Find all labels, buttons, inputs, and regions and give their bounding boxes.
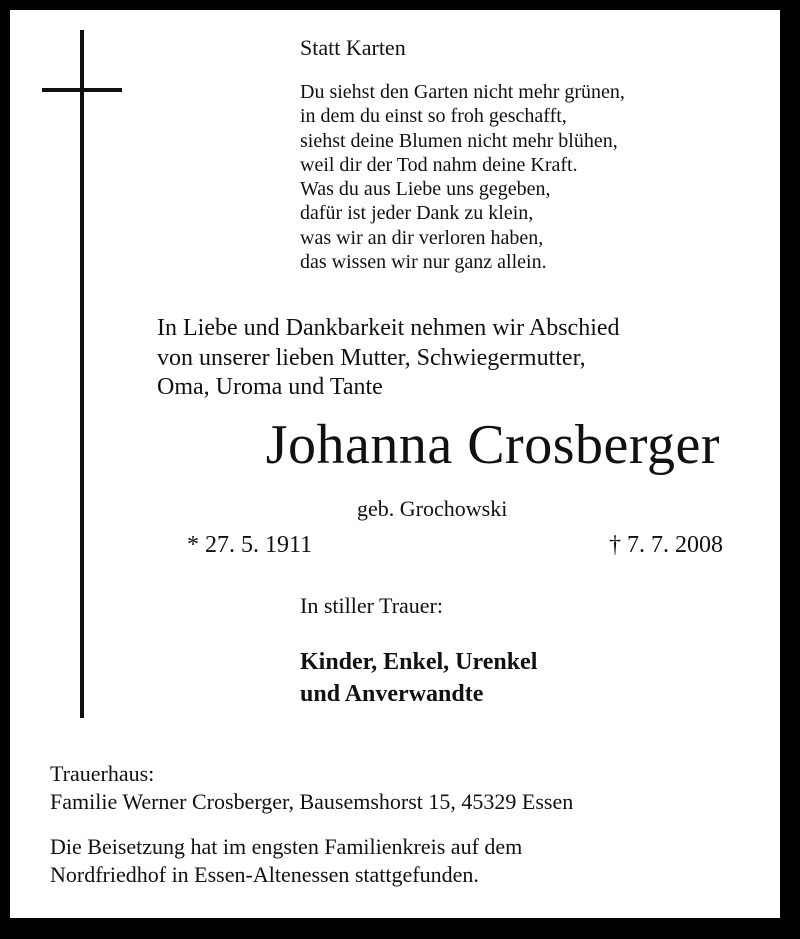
poem-line: in dem du einst so froh geschafft, — [300, 105, 567, 128]
mourners-line: und Anverwandte — [300, 681, 484, 707]
farewell-intro — [157, 314, 620, 403]
deceased-name: Johanna Crosberger — [265, 414, 720, 476]
intro-line: von unserer lieben Mutter, Schwiegermutter, — [157, 344, 586, 371]
poem — [300, 80, 625, 274]
death-date: † 7. 7. 2008 — [609, 532, 723, 558]
cross-icon — [80, 30, 84, 718]
mourners — [300, 646, 537, 710]
funeral-line: Nordfriedhof in Essen-Altenessen stattgefunden. — [50, 862, 479, 887]
poem-line: dafür ist jeder Dank zu klein, — [300, 202, 534, 225]
poem-line: siehst deine Blumen nicht mehr blühen, — [300, 129, 618, 152]
mourners-line: Kinder, Enkel, Urenkel — [300, 649, 538, 675]
obituary-notice — [10, 10, 780, 918]
mourning-house-address: Familie Werner Crosberger, Bausemshorst 15, 45329 Essen — [50, 789, 574, 814]
intro-line: Oma, Uroma und Tante — [157, 374, 383, 400]
notice-header: Statt Karten — [300, 35, 406, 60]
mourning-house-label: Trauerhaus: — [50, 761, 155, 786]
poem-line: das wissen wir nur ganz allein. — [300, 251, 547, 274]
intro-line: In Liebe und Dankbarkeit nehmen wir Abschied — [157, 315, 620, 341]
maiden-name: geb. Grochowski — [357, 496, 508, 521]
funeral-note — [50, 833, 522, 889]
funeral-line: Die Beisetzung hat im engsten Familienkreis auf dem — [50, 834, 523, 859]
poem-line: was wir an dir verloren haben, — [300, 226, 544, 249]
mourning-intro: In stiller Trauer: — [300, 593, 443, 618]
poem-line: weil dir der Tod nahm deine Kraft. — [300, 153, 578, 176]
poem-line: Was du aus Liebe uns gegeben, — [300, 178, 551, 201]
mourning-house — [50, 760, 573, 816]
poem-line: Du siehst den Garten nicht mehr grünen, — [300, 81, 625, 103]
birth-date: * 27. 5. 1911 — [187, 532, 313, 558]
cross-icon-bar — [42, 88, 122, 92]
